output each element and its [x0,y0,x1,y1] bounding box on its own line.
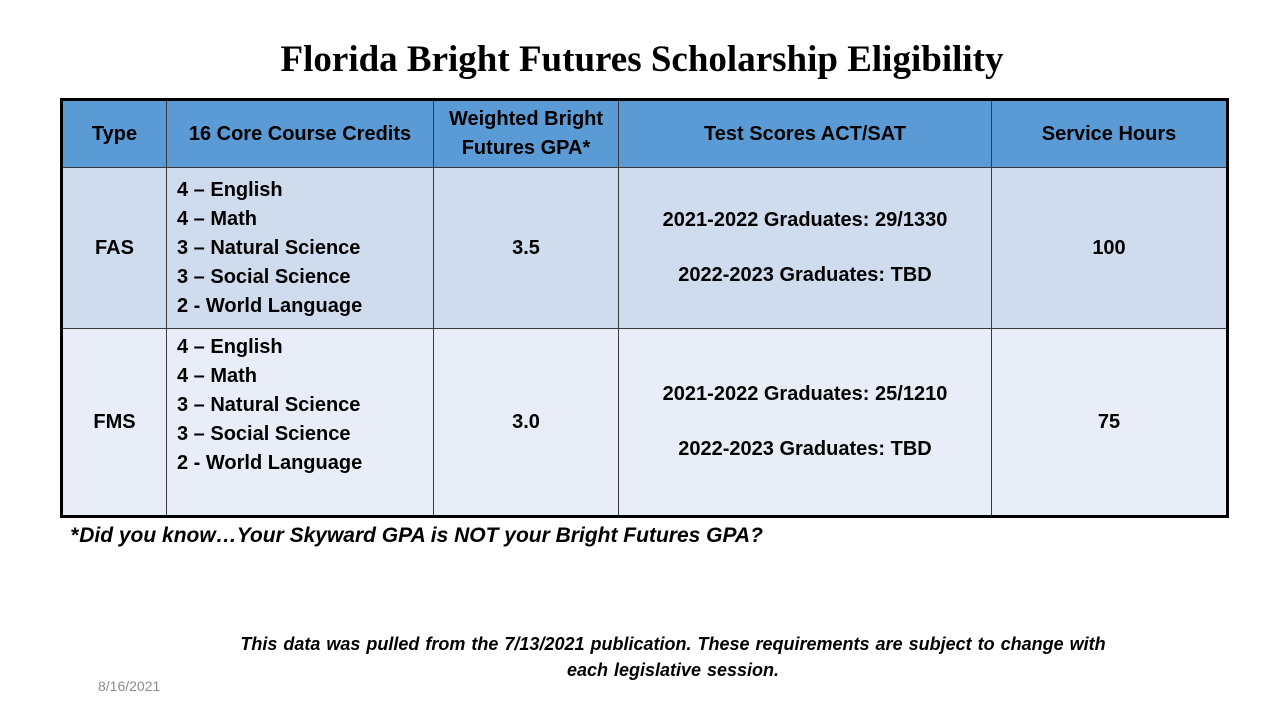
cell-courses [167,168,434,329]
cell-gpa: 3.5 [434,168,619,329]
table-row [62,168,1228,329]
cell-service-hours: 100 [992,168,1228,329]
test-score-line: 2021-2022 Graduates: 25/1210 [662,383,948,405]
footnote-text: Did you know…Your Skyward GPA is NOT your Bright Futures GPA? [79,524,763,547]
cell-courses [167,329,434,517]
table-row [62,329,1228,517]
test-score-line: 2022-2023 Graduates: TBD [678,438,932,460]
test-score-line: 2022-2023 Graduates: TBD [678,264,932,286]
header-type: Type [62,100,167,168]
slide-title: Florida Bright Futures Scholarship Eligibility [280,39,1004,80]
course-line: 2 - World Language [177,452,363,474]
course-line: 3 – Social Science [177,423,351,445]
header-service-hours: Service Hours [992,100,1228,168]
course-line: 4 – Math [177,207,258,230]
course-line: 4 – Math [177,365,258,387]
header-core-course-credits: 16 Core Course Credits [167,100,434,168]
cell-type: FMS [62,329,167,517]
course-line: 4 – English [177,336,283,358]
cell-test-scores [619,329,992,517]
course-line: 2 - World Language [177,294,363,317]
cell-test-scores [619,168,992,329]
publication-note: This data was pulled from the 7/13/2021 publication. These requirements are subject to change with each legislative session. [240,634,1106,680]
gpa-footnote [71,524,763,548]
slide-date: 8/16/2021 [98,678,161,694]
cell-service-hours: 75 [992,329,1228,517]
course-line: 4 – English [177,178,283,201]
header-gpa-line: Weighted Bright [448,108,604,130]
course-line: 3 – Natural Science [177,236,361,259]
test-score-spacer [619,232,991,264]
test-score-spacer [619,406,991,438]
course-line: 3 – Natural Science [177,394,361,416]
cell-type: FAS [62,168,167,329]
header-test-scores: Test Scores ACT/SAT [619,100,992,168]
cell-gpa: 3.0 [434,329,619,517]
header-weighted-gpa [434,100,619,168]
test-score-line: 2021-2022 Graduates: 29/1330 [662,209,948,231]
header-gpa-line: Futures GPA* [461,137,591,159]
table-header-row [62,100,1228,168]
course-line: 3 – Social Science [177,265,351,288]
eligibility-table [60,98,1229,518]
footnote-asterisk: * [71,524,80,547]
